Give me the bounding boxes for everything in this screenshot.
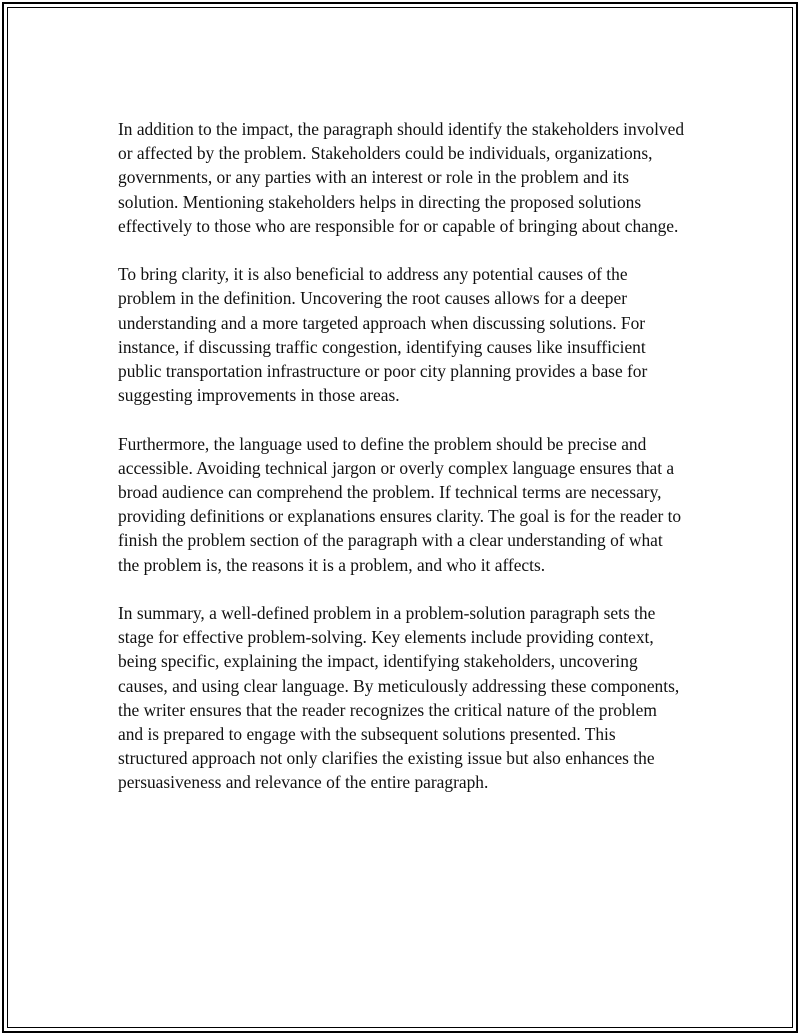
document-body xyxy=(118,117,686,819)
paragraph-causes: To bring clarity, it is also beneficial to address any potential causes of the problem in the definition. Uncovering the root causes allows for a deeper understanding and a more targeted approach when discussing solutions. For instance, if discussing traffic congestion, identifying causes like insufficient public transportation infrastructure or poor city planning provides a base for suggesting improvements in those areas. xyxy=(118,264,648,406)
paragraph-summary: In summary, a well-defined problem in a problem-solution paragraph sets the stage for effective problem-solving. Key elements include providing context, being specific, explaining the impact, identifying stakeholders, uncovering causes, and using clear language. By meticulously addressing these components, the writer ensures that the reader recognizes the critical nature of the problem and is prepared to engage with the subsequent solutions presented. This structured approach not only clarifies the existing issue but also enhances the persuasiveness and relevance of the entire paragraph. xyxy=(118,603,680,793)
paragraph-language: Furthermore, the language used to define the problem should be precise and accessible. Avoiding technical jargon or overly complex language ensures that a broad audience can comprehend the problem. If technical terms are necessary, providing definitions or explanations ensures clarity. The goal is for the reader to finish the problem section of the paragraph with a clear understanding of what the problem is, the reasons it is a problem, and who it affects. xyxy=(118,433,682,575)
paragraph-stakeholders: In addition to the impact, the paragraph should identify the stakeholders involved or affected by the problem. Stakeholders could be individuals, organizations, governments, or any parties with an interest or role in the problem and its solution. Mentioning stakeholders helps in directing the proposed solutions effectively to those who are responsible for or capable of bringing about change. xyxy=(118,119,685,236)
